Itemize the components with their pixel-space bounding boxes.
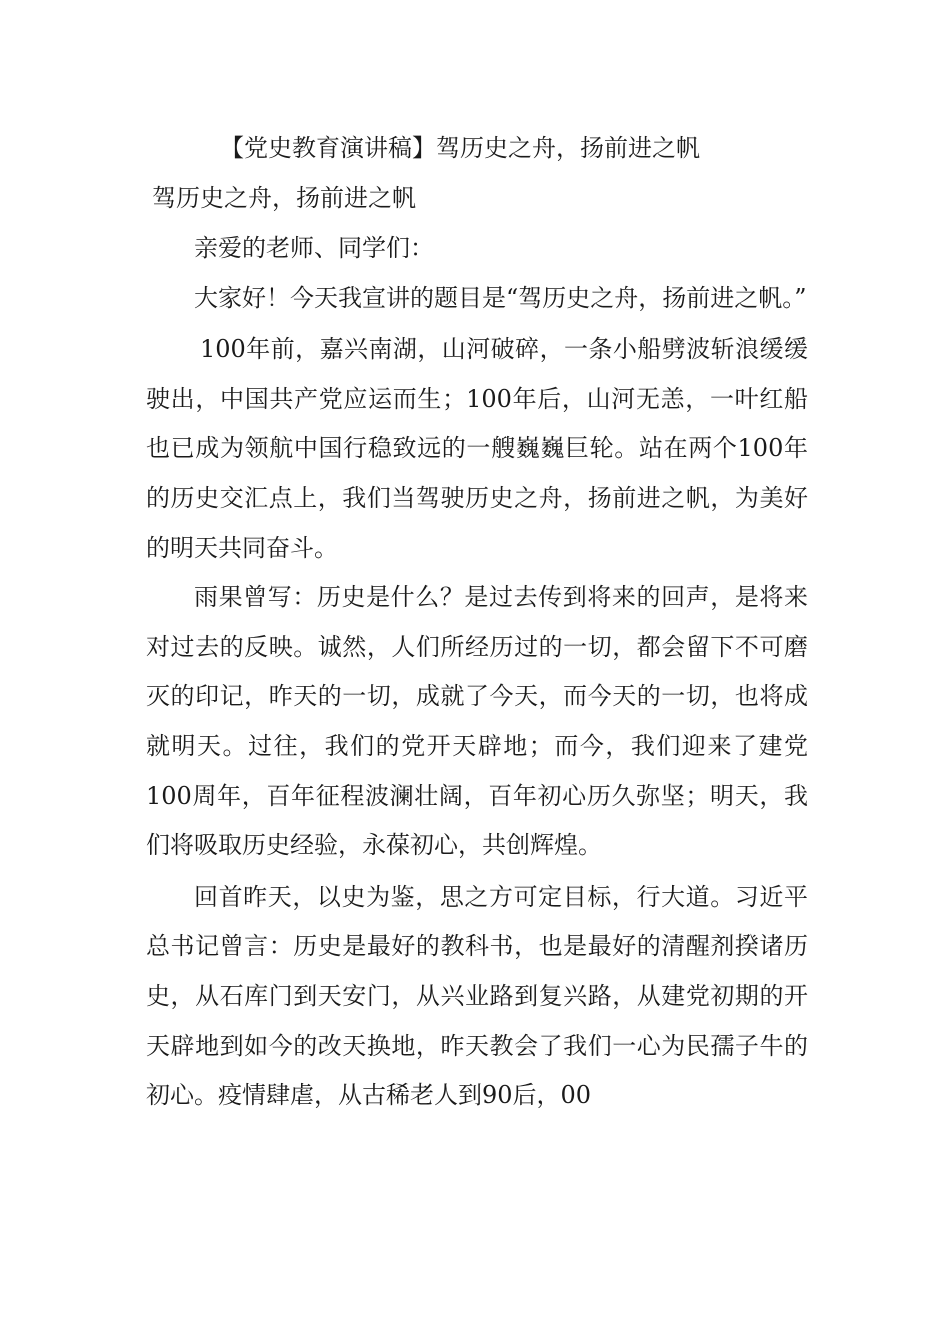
paragraph-looking-back: 回首昨天，以史为鉴，思之方可定目标，行大道。习近平总书记曾言：历史是最好的教科书，也是最好的清醒剂揆诸历史，从石库门到天安门，从兴业路到复兴路，从建党初期的开天辟地到如今的改天换地，昨天教会了我们一心为民孺子牛的初心。疫情肆虐，从古稀老人到90后，00 xyxy=(146,882,808,1110)
document-subtitle: 驾历史之舟，扬前进之帆 xyxy=(152,184,416,212)
paragraph-greeting: 亲爱的老师、同学们： xyxy=(194,234,434,262)
paragraph-hugo-quote: 雨果曾写：历史是什么？是过去传到将来的回声，是将来对过去的反映。诚然，人们所经历过的一切，都会留下不可磨灭的印记，昨天的一切，成就了今天，而今天的一切，也将成就明天。过往，我们的党开天辟地；而今，我们迎来了建党100周年，百年征程波澜壮阔，百年初心历久弥坚；明天，我们将吸取历史经验，永葆初心，共创辉煌。 xyxy=(146,583,808,860)
document-title: 【党史教育演讲稿】驾历史之舟，扬前进之帆 xyxy=(220,134,700,162)
paragraph-topic: 大家好！今天我宣讲的题目是“驾历史之舟，扬前进之帆。” xyxy=(194,283,807,312)
document-body xyxy=(146,124,808,1121)
paragraph-history-100-years: 100年前，嘉兴南湖，山河破碎，一条小船劈波斩浪缓缓驶出，中国共产党应运而生；100年后，山河无恙，一叶红船也已成为领航中国行稳致远的一艘巍巍巨轮。站在两个100年的历史交汇点上，我们当驾驶历史之舟，扬前进之帆，为美好的明天共同奋斗。 xyxy=(146,335,808,562)
